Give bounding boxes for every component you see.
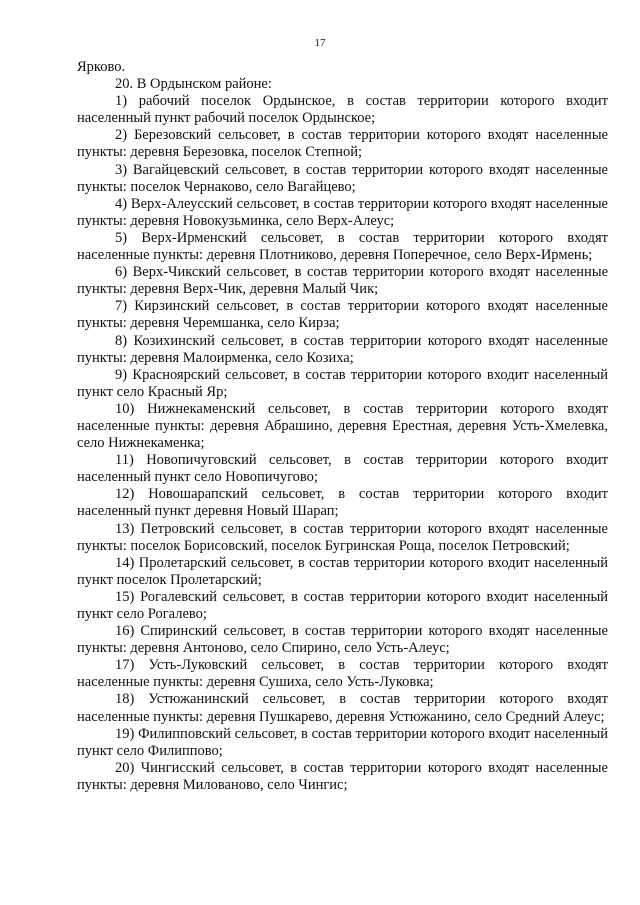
list-item: 16) Спиринский сельсовет, в состав территории которого входят населенные пункты: деревня Антоново, село Спирино, село Усть-Алеус;	[77, 623, 608, 657]
list-item: 11) Новопичуговский сельсовет, в состав территории которого входит населенный пункт село Новопичугово;	[77, 452, 608, 486]
list-item: 14) Пролетарский сельсовет, в состав территории которого входит населенный пункт поселок Пролетарский;	[77, 554, 608, 588]
list-item: 9) Красноярский сельсовет, в состав территории которого входит населенный пункт село Красный Яр;	[77, 366, 608, 400]
page-number: 17	[314, 37, 326, 49]
list-item: 17) Усть-Луковский сельсовет, в состав территории которого входят населенные пункты: деревня Сушиха, село Усть-Луковка;	[77, 657, 608, 691]
list-item: 4) Верх-Алеусский сельсовет, в состав территории которого входят населенные пункты: деревня Новокузьминка, село Верх-Алеус;	[77, 195, 608, 229]
document-body	[77, 59, 608, 794]
section-heading: 20. В Ордынском районе:	[115, 76, 272, 93]
list-item: 5) Верх-Ирменский сельсовет, в состав территории которого входят населенные пункты: деревня Плотниково, деревня Поперечное, село Верх-Ирмень;	[77, 229, 608, 264]
list-item: 1) рабочий поселок Ордынское, в состав территории которого входит населенный пункт рабочий поселок Ордынское;	[77, 93, 608, 127]
list-item: 12) Новошарапский сельсовет, в состав территории которого входит населенный пункт деревня Новый Шарап;	[77, 486, 608, 520]
list-item: 19) Филипповский сельсовет, в состав территории которого входит населенный пункт село Филиппово;	[77, 725, 608, 759]
list-item: 10) Нижнекаменский сельсовет, в состав территории которого входят населенные пункты: деревня Абрашино, деревня Ерестная, деревня Усть-Хмелевка, село Нижнекаменка;	[77, 400, 608, 452]
list-item: 2) Березовский сельсовет, в состав территории которого входят населенные пункты: деревня Березовка, поселок Степной;	[77, 127, 608, 161]
list-item: 13) Петровский сельсовет, в состав территории которого входят населенные пункты: поселок Борисовский, поселок Бугринская Роща, поселок Петровский;	[77, 520, 608, 554]
continuation-line: Ярково.	[77, 59, 126, 75]
list-item: 3) Вагайцевский сельсовет, в состав территории которого входят населенные пункты: поселок Чернаково, село Вагайцево;	[77, 161, 608, 195]
list-item: 20) Чингисский сельсовет, в состав территории которого входят населенные пункты: деревня Милованово, село Чингис;	[77, 759, 608, 793]
list-item: 18) Устюжанинский сельсовет, в состав территории которого входят населенные пункты: деревня Пушкарево, деревня Устюжанино, село Средний Алеус;	[77, 691, 608, 725]
list-item: 6) Верх-Чикский сельсовет, в состав территории которого входят населенные пункты: деревня Верх-Чик, деревня Малый Чик;	[77, 264, 608, 298]
list-item: 8) Козихинский сельсовет, в состав территории которого входят населенные пункты: деревня Малоирменка, село Козиха;	[77, 332, 608, 366]
list-item: 15) Рогалевский сельсовет, в состав территории которого входит населенный пункт село Рогалево;	[77, 588, 608, 622]
list-item: 7) Кирзинский сельсовет, в состав территории которого входят населенные пункты: деревня Черемшанка, село Кирза;	[77, 298, 608, 332]
